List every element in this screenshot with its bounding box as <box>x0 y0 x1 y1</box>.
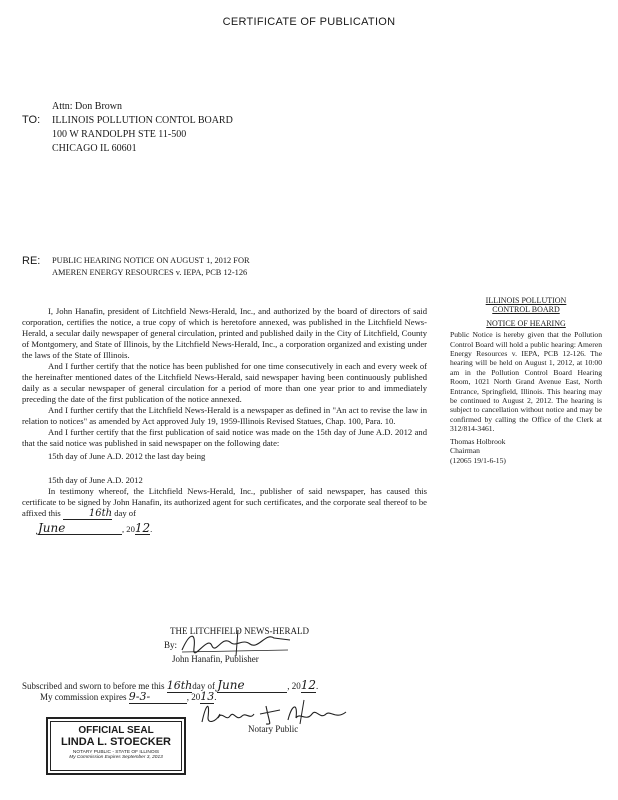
oath-year-prefix: , 20 <box>287 681 301 691</box>
publication-date-line: 15th day of June A.D. 2012 the last day being <box>48 451 206 461</box>
official-seal <box>46 717 186 775</box>
notary-public-label: Notary Public <box>248 724 299 734</box>
document-title: CERTIFICATE OF PUBLICATION <box>222 16 396 28</box>
notice-text: Public Notice is hereby given that the Pollution Control Board will hold a public hearing: Ameren Energy Resources v. IEPA, PCB 12-126. The hearing will be held on August 1, 2012, at 10:00 am in the Pollution Control Board Hearing Room, 1021 North Grand Avenue East, North Entrance, Springfield, Illinois. This hearing may be continued to August 2, 2012. The hearing is subject to cancellation without notice and may be confirmed by calling the Office of the Clerk at 312/814-3461. <box>450 330 602 434</box>
oath-month: June <box>217 678 287 693</box>
notice-signer: Thomas Holbrook <box>450 436 506 446</box>
commission-year: 13 <box>200 690 215 703</box>
publisher-name: THE LITCHFIELD NEWS-HERALD <box>170 626 309 636</box>
last-publication-line: 15th day of June A.D. 2012 <box>48 475 143 485</box>
commission-year-prefix: , 20 <box>186 692 201 702</box>
commission-expires: 9-3- <box>129 690 187 704</box>
seal-title: OFFICIAL SEAL <box>78 725 154 736</box>
paragraph-4: And I further certify that the first publication of said notice was made on the 15th day of June A.D. 2012 and that the said notice was published in said newspaper on the following date: <box>22 427 427 448</box>
oath-year-suffix: . <box>316 681 319 691</box>
commission-year-suffix: . <box>214 692 217 702</box>
seal-state: NOTARY PUBLIC - STATE OF ILLINOIS <box>72 750 160 755</box>
seal-expiration: My Commission Expires September 3, 2013 <box>69 755 163 760</box>
notice-reference: (12065 19/1-6-15) <box>450 455 506 465</box>
re-line-2: AMEREN ENERGY RESOURCES v. IEPA, PCB 12-126 <box>52 268 248 277</box>
notice-title-3: NOTICE OF HEARING <box>486 318 566 328</box>
commission-line <box>40 690 217 704</box>
oath-day-of: day of <box>192 681 215 691</box>
seal-name: LINDA L. STOECKER <box>60 736 171 748</box>
testimony-text: In testimony whereof, the Litchfield News-Herald, Inc., publisher of said newspaper, has caused this certificate to be signed by John Hanafin, its authorized agent for such certificates, and the corporate seal thereof to be affixed this <box>22 486 427 518</box>
handwritten-day: 16th <box>63 508 112 520</box>
paragraph-1: I, John Hanafin, president of Litchfield News-Herald, Inc., and authorized by the board of directors of said corporation, certifies the notice, a true copy of which is heretofore annexed, was published in the Litchfield News-Herald, a secular daily newspaper of general circulation, printed and published daily in the City of Litchfield, County of Montgomery, and State of Illinois, by the Litchfield News-Herald, Inc., a corporation organized and existing under the laws of the State of Illinois. <box>22 306 427 360</box>
commission-text: My commission expires <box>40 692 127 702</box>
attn-line: Attn: Don Brown <box>52 101 122 112</box>
paragraph-2: And I further certify that the notice has been published for one time consecutively in each and every week of the hereinafter mentioned dates of the Litchfield News-Herald, said newspaper having been continuously published daily as a secular newspaper of general circulation for a period of more than one year prior to and immediately preceding the date of the first publication of the notice annexed. <box>22 361 427 404</box>
testimony-day-of: day of <box>114 508 136 518</box>
publisher-signer: John Hanafin, Publisher <box>172 654 259 664</box>
recipient-city: CHICAGO IL 60601 <box>52 143 137 154</box>
re-label: RE: <box>22 255 41 267</box>
handwritten-month: June <box>38 523 122 535</box>
recipient-street: 100 W RANDOLPH STE 11-500 <box>52 129 187 140</box>
certificate-body <box>22 306 427 535</box>
paragraph-5 <box>22 486 427 520</box>
to-label: TO: <box>22 114 41 126</box>
subscribed-text: Subscribed and sworn to before me this <box>22 681 165 691</box>
by-label: By: <box>164 640 178 650</box>
year-prefix: , 20 <box>122 524 135 534</box>
notice-title-1: ILLINOIS POLLUTION <box>485 296 567 305</box>
newspaper-notice-clipping <box>450 296 602 465</box>
recipient-org: ILLINOIS POLLUTION CONTOL BOARD <box>52 115 233 126</box>
paragraph-3: And I further certify that the Litchfield News-Herald is a newspaper as defined in "An act to revise the law in relation to notices" as amended by Act approved July 19, 1959-Illinois Revised Statues, Chap. 100, Para. 10. <box>22 405 427 426</box>
handwritten-year: 12 <box>134 521 151 535</box>
oath-year: 12 <box>300 678 317 692</box>
oath-day: 16th <box>166 679 193 692</box>
notice-signer-role: Chairman <box>450 446 480 456</box>
year-suffix: . <box>150 524 153 534</box>
testimony-date-line <box>38 523 427 535</box>
re-line-1: PUBLIC HEARING NOTICE ON AUGUST 1, 2012 FOR <box>52 256 250 265</box>
notice-title-2: CONTROL BOARD <box>492 305 560 315</box>
